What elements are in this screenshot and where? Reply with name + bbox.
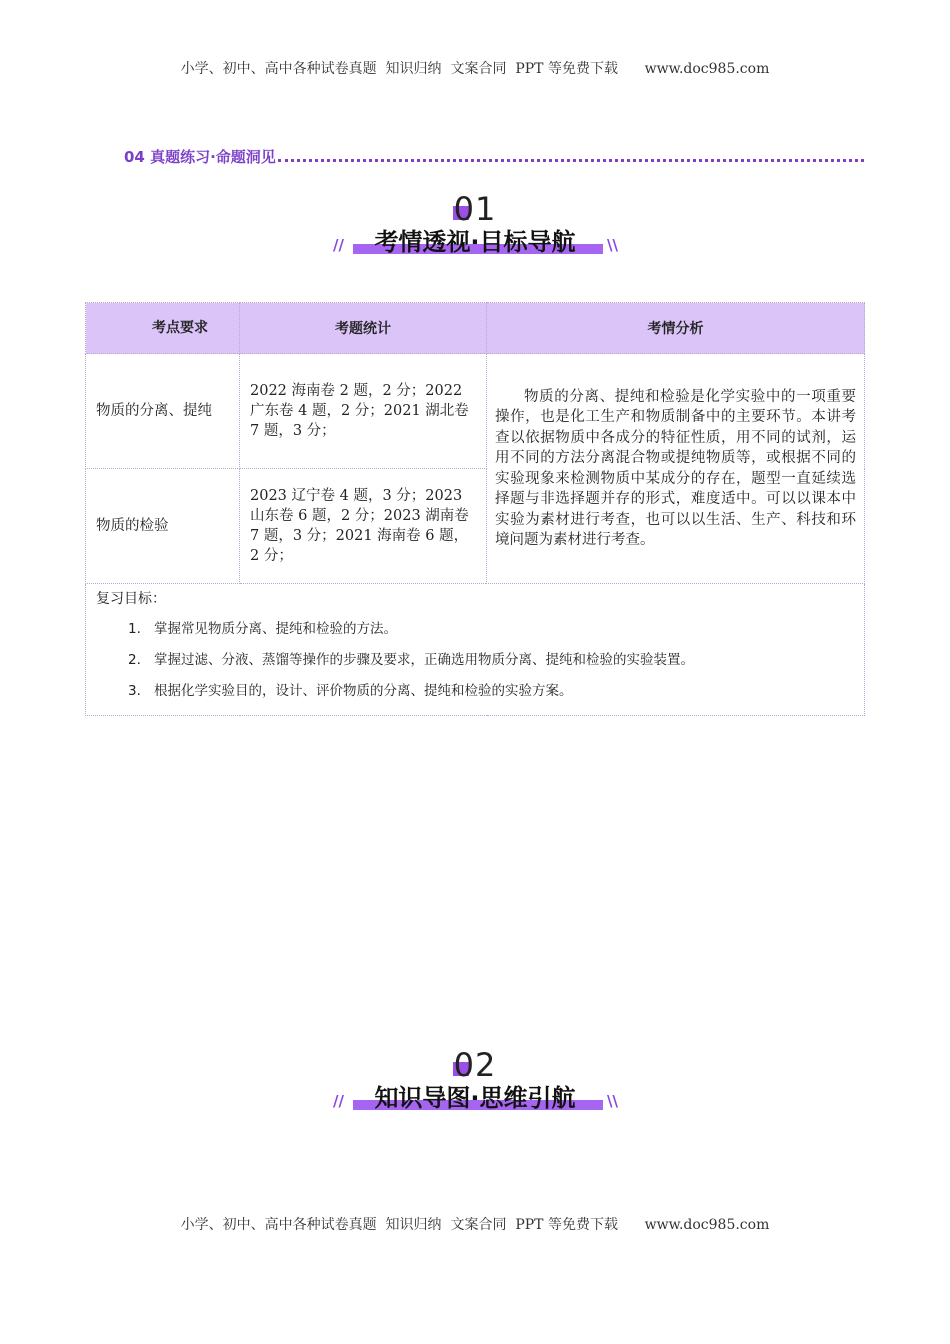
goal-number: 3. [128, 683, 141, 699]
section-number: 01 [453, 190, 497, 228]
statistics-cell: 2022 海南卷 2 题，2 分；2022 广东卷 4 题，2 分；2021 湖北卷 7 题，3 分； [240, 354, 487, 469]
section-heading-02 [325, 1046, 625, 1126]
goal-number: 2. [128, 652, 141, 668]
goal-text: 掌握过滤、分液、蒸馏等操作的步骤及要求，正确选用物质分离、提纯和检验的实验装置。 [154, 652, 694, 668]
toc-leader-dots [278, 149, 864, 162]
list-item [96, 614, 854, 645]
goal-text: 根据化学实验目的，设计、评价物质的分离、提纯和检验的实验方案。 [154, 683, 573, 699]
left-slash-decoration: // [333, 1092, 344, 1110]
section-title: 知识导图·思维引航 [374, 1084, 576, 1112]
requirement-cell: 物质的分离、提纯 [86, 354, 240, 469]
header-cell-statistics: 考题统计 [240, 303, 487, 354]
section-title: 考情透视·目标导航 [374, 228, 576, 256]
list-item [96, 645, 854, 676]
requirement-cell: 物质的检验 [86, 469, 240, 584]
table-header-row [86, 303, 865, 354]
goal-text: 掌握常见物质分离、提纯和检验的方法。 [154, 621, 397, 637]
exam-analysis-table [85, 302, 865, 716]
list-item [96, 676, 854, 707]
goals-cell [86, 584, 865, 716]
toc-entry[interactable] [124, 146, 864, 168]
page-header: 小学、初中、高中各种试卷真题 知识归纳 文案合同 PPT 等免费下载 www.doc985.com [180, 61, 770, 77]
goal-number: 1. [128, 621, 141, 637]
page-footer: 小学、初中、高中各种试卷真题 知识归纳 文案合同 PPT 等免费下载 www.doc985.com [180, 1217, 770, 1233]
goals-row [86, 584, 865, 716]
right-slash-decoration: \\ [607, 236, 618, 254]
goals-title: 复习目标： [96, 591, 166, 607]
toc-entry-label: 04 真题练习·命题洞见 [124, 148, 276, 166]
left-slash-decoration: // [333, 236, 344, 254]
header-cell-analysis: 考情分析 [487, 303, 865, 354]
right-slash-decoration: \\ [607, 1092, 618, 1110]
header-cell-requirement: 考点要求 [86, 303, 240, 354]
section-number: 02 [453, 1046, 497, 1084]
analysis-cell: 物质的分离、提纯和检验是化学实验中的一项重要操作，也是化工生产和物质制备中的主要环节。本讲考查以依据物质中各成分的特征性质，用不同的试剂，运用不同的方法分离混合物或提纯物质等，或根据不同的实验现象来检测物质中某成分的存在，题型一直延续选择题与非选择题并存的形式，难度适中。可以以课本中实验为素材进行考查，也可以以生活、生产、科技和环境问题为素材进行考查。 [487, 354, 865, 584]
section-heading-01 [325, 190, 625, 270]
goals-list [96, 614, 854, 707]
table-row [86, 354, 865, 469]
statistics-cell: 2023 辽宁卷 4 题，3 分；2023 山东卷 6 题，2 分；2023 湖南卷 7 题，3 分；2021 海南卷 6 题，2 分； [240, 469, 487, 584]
